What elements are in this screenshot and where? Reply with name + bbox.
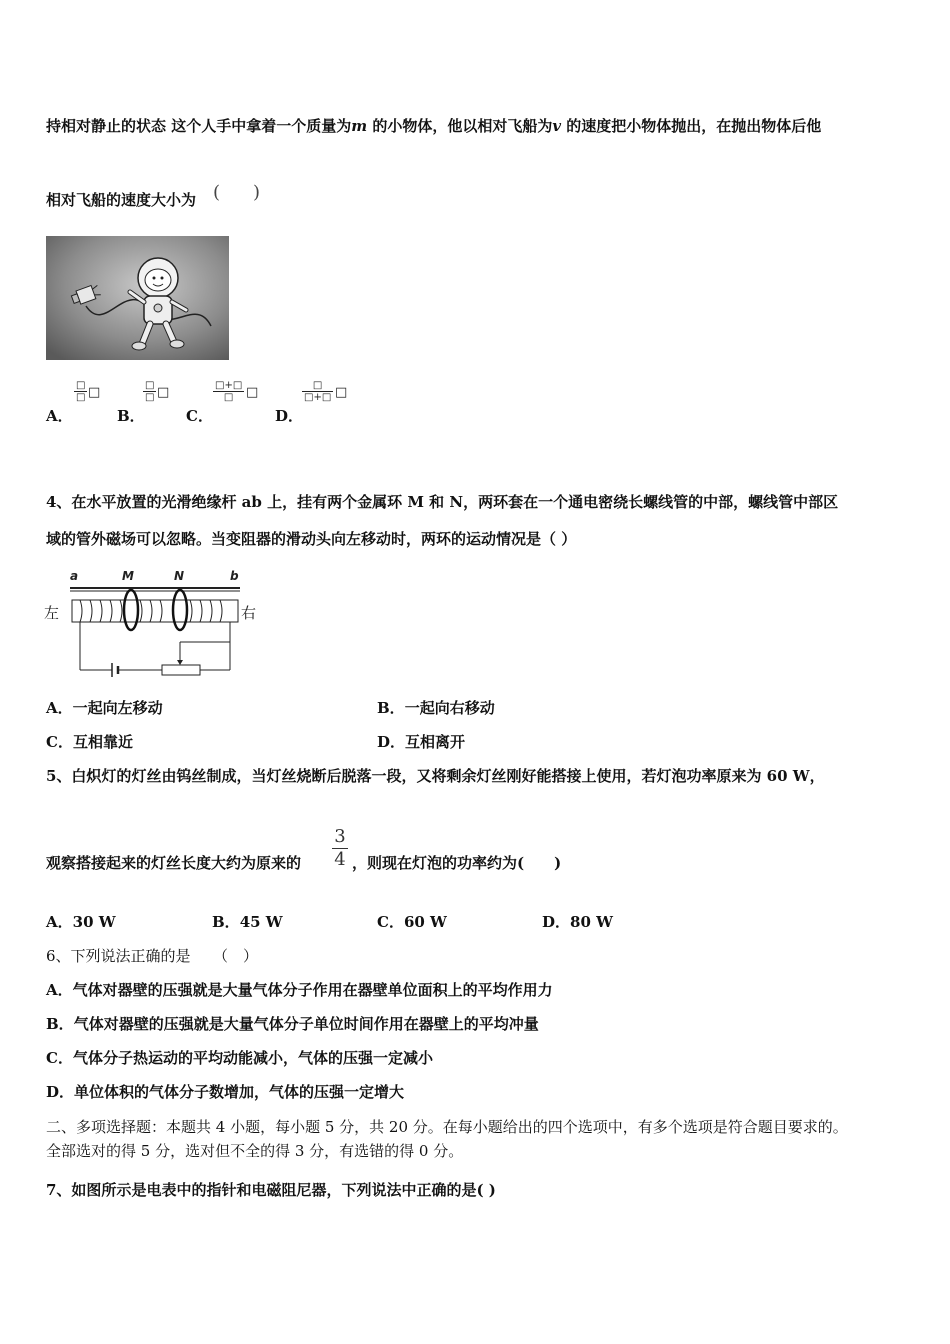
var-v: v — [552, 117, 562, 135]
var-m: m — [351, 117, 368, 135]
q6-option-d: D．单位体积的气体分子数增加，气体的压强一定增大 — [46, 1083, 405, 1101]
q3-paren-open: ( — [213, 182, 221, 203]
q3-line2: 相对飞船的速度大小为 — [46, 191, 197, 209]
q5-stem-line2b: ，则现在灯泡的功率约为( ) — [352, 854, 562, 872]
q5-option-c: C．60 W — [377, 913, 447, 931]
q3-option-c-unit: □ — [246, 385, 259, 400]
q6-stem: 6、下列说法正确的是 （ ） — [46, 947, 259, 965]
rheostat — [162, 665, 200, 675]
q4-option-b: B．一起向右移动 — [377, 699, 495, 717]
q4-option-c: C．互相靠近 — [46, 733, 133, 751]
q5-option-d: D．80 W — [542, 913, 613, 931]
q5-stem-line1: 5、白炽灯的灯丝由钨丝制成，当灯丝烧断后脱落一段，又将剩余灯丝刚好能搭接上使用，若灯泡功率原来为 60 W， — [46, 767, 825, 785]
q3-option-d-unit: □ — [335, 385, 348, 400]
q6-option-c: C．气体分子热运动的平均动能减小，气体的压强一定减小 — [46, 1049, 433, 1067]
circuit-wires — [80, 622, 230, 670]
q4-option-a: A．一起向左移动 — [46, 699, 163, 717]
q3-option-b-fraction: □ □ — [145, 380, 155, 403]
q3-option-a-label: A． — [46, 407, 73, 425]
q4-option-d: D．互相离开 — [377, 733, 466, 751]
q3-option-c-label: C． — [186, 407, 213, 425]
q6-option-a: A．气体对器壁的压强就是大量气体分子作用在器壁单位面积上的平均作用力 — [46, 981, 553, 999]
q4-stem-line2: 域的管外磁场可以忽略。当变阻器的滑动头向左移动时，两环的运动情况是（ ） — [46, 530, 577, 548]
q3-option-a-fraction: □ □ — [76, 380, 86, 403]
q5-option-a: A．30 W — [46, 913, 116, 931]
solenoid-drawing — [44, 564, 274, 684]
label-M: M — [122, 569, 134, 583]
q3-option-b-unit: □ — [157, 385, 170, 400]
rheostat-slider-arrow — [177, 660, 183, 665]
q3-paren-close: ) — [253, 182, 261, 203]
section2-instructions-line1: 二、多项选择题：本题共 4 小题，每小题 5 分，共 20 分。在每小题给出的四个选项中，有多个选项是符合题目要求的。 — [46, 1118, 848, 1136]
q3-line1: 持相对静止的状态 这个人手中拿着一个质量为m 的小物体，他以相对飞船为v 的速度把小物体抛出，在抛出物体后他 — [46, 117, 822, 135]
ring-N — [173, 590, 187, 630]
solenoid-figure — [44, 564, 274, 684]
ring-M — [124, 590, 138, 630]
q4-stem-line1: 4、在水平放置的光滑绝缘杆 ab 上，挂有两个金属环 M 和 N，两环套在一个通电密绕长螺线管的中部，螺线管中部区 — [46, 493, 839, 511]
q5-fraction-three-quarters: $\frac{3}{4}$ — [332, 826, 348, 871]
label-N: N — [174, 569, 185, 583]
label-b: b — [230, 569, 239, 583]
q5-stem-line2a: 观察搭接起来的灯丝长度大约为原来的 — [46, 854, 302, 872]
q3-option-d-fraction: □ □+□ — [304, 380, 332, 403]
q6-option-b: B．气体对器壁的压强就是大量气体分子单位时间作用在器壁上的平均冲量 — [46, 1015, 539, 1033]
section2-instructions-line2: 全部选对的得 5 分，选对但不全的得 3 分，有选错的得 0 分。 — [46, 1142, 464, 1160]
q3-option-d-label: D． — [275, 407, 304, 425]
astronaut-figure — [46, 236, 229, 360]
solenoid-coil — [80, 600, 222, 622]
astronaut-drawing — [46, 236, 229, 360]
solenoid-tube — [72, 600, 238, 622]
q3-option-c-fraction: □+□ □ — [215, 380, 243, 403]
q3-option-a-unit: □ — [88, 385, 101, 400]
q7-stem: 7、如图所示是电表中的指针和电磁阻尼器，下列说法中正确的是( ) — [46, 1181, 496, 1199]
q5-option-b: B．45 W — [212, 913, 283, 931]
q3-option-b-label: B． — [117, 407, 145, 425]
label-a: a — [70, 569, 79, 583]
label-left: 左 — [44, 604, 60, 622]
label-right: 右 — [241, 604, 257, 622]
